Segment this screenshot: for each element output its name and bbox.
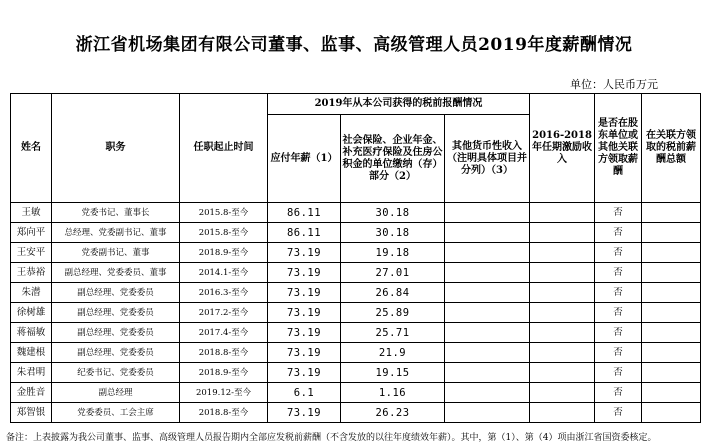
cell-salary: 73.19 — [268, 263, 341, 283]
cell-position: 副总经理、党委委员 — [52, 303, 180, 323]
cell-name: 郑智银 — [11, 403, 52, 423]
cell-related — [642, 303, 701, 323]
cell-related — [642, 383, 701, 403]
header-shareholder: 是否在股东单位或其他关联方领取薪酬 — [595, 94, 642, 203]
cell-salary: 86.11 — [268, 203, 341, 223]
cell-related — [642, 363, 701, 383]
cell-other — [445, 363, 530, 383]
cell-term: 2015.8-至今 — [180, 203, 268, 223]
salary-table — [10, 93, 701, 423]
cell-other — [445, 323, 530, 343]
cell-name: 徐树雄 — [11, 303, 52, 323]
cell-incentive — [530, 263, 595, 283]
cell-name: 王敏 — [11, 203, 52, 223]
unit-label: 单位：人民币万元 — [570, 78, 658, 91]
cell-term: 2014.1-至今 — [180, 263, 268, 283]
cell-name: 郑向平 — [11, 223, 52, 243]
table-row — [11, 303, 701, 323]
cell-other — [445, 303, 530, 323]
cell-shareholder: 否 — [595, 303, 642, 323]
cell-shareholder: 否 — [595, 203, 642, 223]
cell-incentive — [530, 243, 595, 263]
cell-name: 朱君明 — [11, 363, 52, 383]
cell-position: 党委副书记、董事 — [52, 243, 180, 263]
cell-social: 19.15 — [341, 363, 445, 383]
table-row — [11, 363, 701, 383]
table-row — [11, 263, 701, 283]
cell-related — [642, 343, 701, 363]
cell-social: 25.89 — [341, 303, 445, 323]
cell-salary: 73.19 — [268, 343, 341, 363]
cell-related — [642, 323, 701, 343]
cell-social: 27.01 — [341, 263, 445, 283]
cell-position: 副总经理、党委委员 — [52, 343, 180, 363]
cell-term: 2018.9-至今 — [180, 243, 268, 263]
cell-incentive — [530, 323, 595, 343]
cell-incentive — [530, 403, 595, 423]
cell-position: 副总经理、党委委员 — [52, 283, 180, 303]
table-row — [11, 343, 701, 363]
cell-name: 朱潜 — [11, 283, 52, 303]
cell-name: 金胜音 — [11, 383, 52, 403]
cell-salary: 73.19 — [268, 303, 341, 323]
cell-social: 30.18 — [341, 203, 445, 223]
cell-salary: 73.19 — [268, 283, 341, 303]
cell-shareholder: 否 — [595, 323, 642, 343]
cell-incentive — [530, 343, 595, 363]
cell-related — [642, 223, 701, 243]
cell-related — [642, 403, 701, 423]
cell-incentive — [530, 303, 595, 323]
cell-salary: 73.19 — [268, 363, 341, 383]
cell-other — [445, 343, 530, 363]
header-social: 社会保险、企业年金、补充医疗保险及住房公积金的单位缴纳（存）部分（2） — [341, 115, 445, 203]
cell-term: 2015.8-至今 — [180, 223, 268, 243]
header-position: 职务 — [52, 94, 180, 203]
page-title: 浙江省机场集团有限公司董事、监事、高级管理人员2019年度薪酬情况 — [75, 35, 633, 55]
table-row — [11, 283, 701, 303]
table-row — [11, 403, 701, 423]
cell-term: 2017.4-至今 — [180, 323, 268, 343]
cell-shareholder: 否 — [595, 223, 642, 243]
cell-incentive — [530, 383, 595, 403]
cell-shareholder: 否 — [595, 283, 642, 303]
cell-term: 2019.12-至今 — [180, 383, 268, 403]
cell-salary: 73.19 — [268, 243, 341, 263]
cell-position: 党委书记、董事长 — [52, 203, 180, 223]
cell-other — [445, 203, 530, 223]
cell-incentive — [530, 203, 595, 223]
header-term: 任职起止时间 — [180, 94, 268, 203]
cell-incentive — [530, 283, 595, 303]
cell-social: 1.16 — [341, 383, 445, 403]
cell-name: 王安平 — [11, 243, 52, 263]
cell-incentive — [530, 363, 595, 383]
cell-salary: 73.19 — [268, 403, 341, 423]
cell-term: 2016.3-至今 — [180, 283, 268, 303]
cell-shareholder: 否 — [595, 403, 642, 423]
cell-name: 蒋福敏 — [11, 323, 52, 343]
cell-salary: 73.19 — [268, 323, 341, 343]
header-incentive: 2016-2018年任期激励收入 — [530, 94, 595, 203]
header-other: 其他货币性收入（注明具体项目并分列）（3） — [445, 115, 530, 203]
cell-incentive — [530, 223, 595, 243]
cell-other — [445, 263, 530, 283]
cell-social: 30.18 — [341, 223, 445, 243]
table-row — [11, 223, 701, 243]
cell-related — [642, 283, 701, 303]
table-row — [11, 203, 701, 223]
header-related: 在关联方领取的税前薪酬总额 — [642, 94, 701, 203]
cell-salary: 6.1 — [268, 383, 341, 403]
cell-position: 总经理、党委副书记、董事 — [52, 223, 180, 243]
cell-social: 26.84 — [341, 283, 445, 303]
cell-salary: 86.11 — [268, 223, 341, 243]
cell-term: 2017.2-至今 — [180, 303, 268, 323]
cell-position: 纪委书记、党委委员 — [52, 363, 180, 383]
cell-position: 副总经理 — [52, 383, 180, 403]
cell-shareholder: 否 — [595, 243, 642, 263]
cell-related — [642, 263, 701, 283]
cell-social: 19.18 — [341, 243, 445, 263]
cell-position: 党委委员、工会主席 — [52, 403, 180, 423]
footnote: 备注：上表披露为我公司董事、监事、高级管理人员报告期内全部应发税前薪酬（不含发放的以往年度绩效年薪）。其中，第（1）、第（4）项由浙江省国资委核定。 — [6, 433, 657, 443]
header-salary: 应付年薪（1） — [268, 115, 341, 203]
cell-other — [445, 223, 530, 243]
header-name: 姓名 — [11, 94, 52, 203]
cell-other — [445, 383, 530, 403]
cell-shareholder: 否 — [595, 343, 642, 363]
cell-shareholder: 否 — [595, 383, 642, 403]
table-row — [11, 383, 701, 403]
cell-position: 副总经理、党委委员 — [52, 323, 180, 343]
cell-related — [642, 203, 701, 223]
cell-term: 2018.8-至今 — [180, 403, 268, 423]
table-row — [11, 243, 701, 263]
cell-name: 王恭裕 — [11, 263, 52, 283]
cell-other — [445, 403, 530, 423]
cell-term: 2018.8-至今 — [180, 343, 268, 363]
cell-name: 魏建根 — [11, 343, 52, 363]
cell-social: 21.9 — [341, 343, 445, 363]
cell-shareholder: 否 — [595, 363, 642, 383]
cell-social: 25.71 — [341, 323, 445, 343]
table-row — [11, 323, 701, 343]
cell-position: 副总经理、党委委员、董事 — [52, 263, 180, 283]
cell-shareholder: 否 — [595, 263, 642, 283]
cell-term: 2018.9-至今 — [180, 363, 268, 383]
cell-related — [642, 243, 701, 263]
header-group: 2019年从本公司获得的税前报酬情况 — [268, 94, 530, 115]
cell-social: 26.23 — [341, 403, 445, 423]
cell-other — [445, 283, 530, 303]
cell-other — [445, 243, 530, 263]
